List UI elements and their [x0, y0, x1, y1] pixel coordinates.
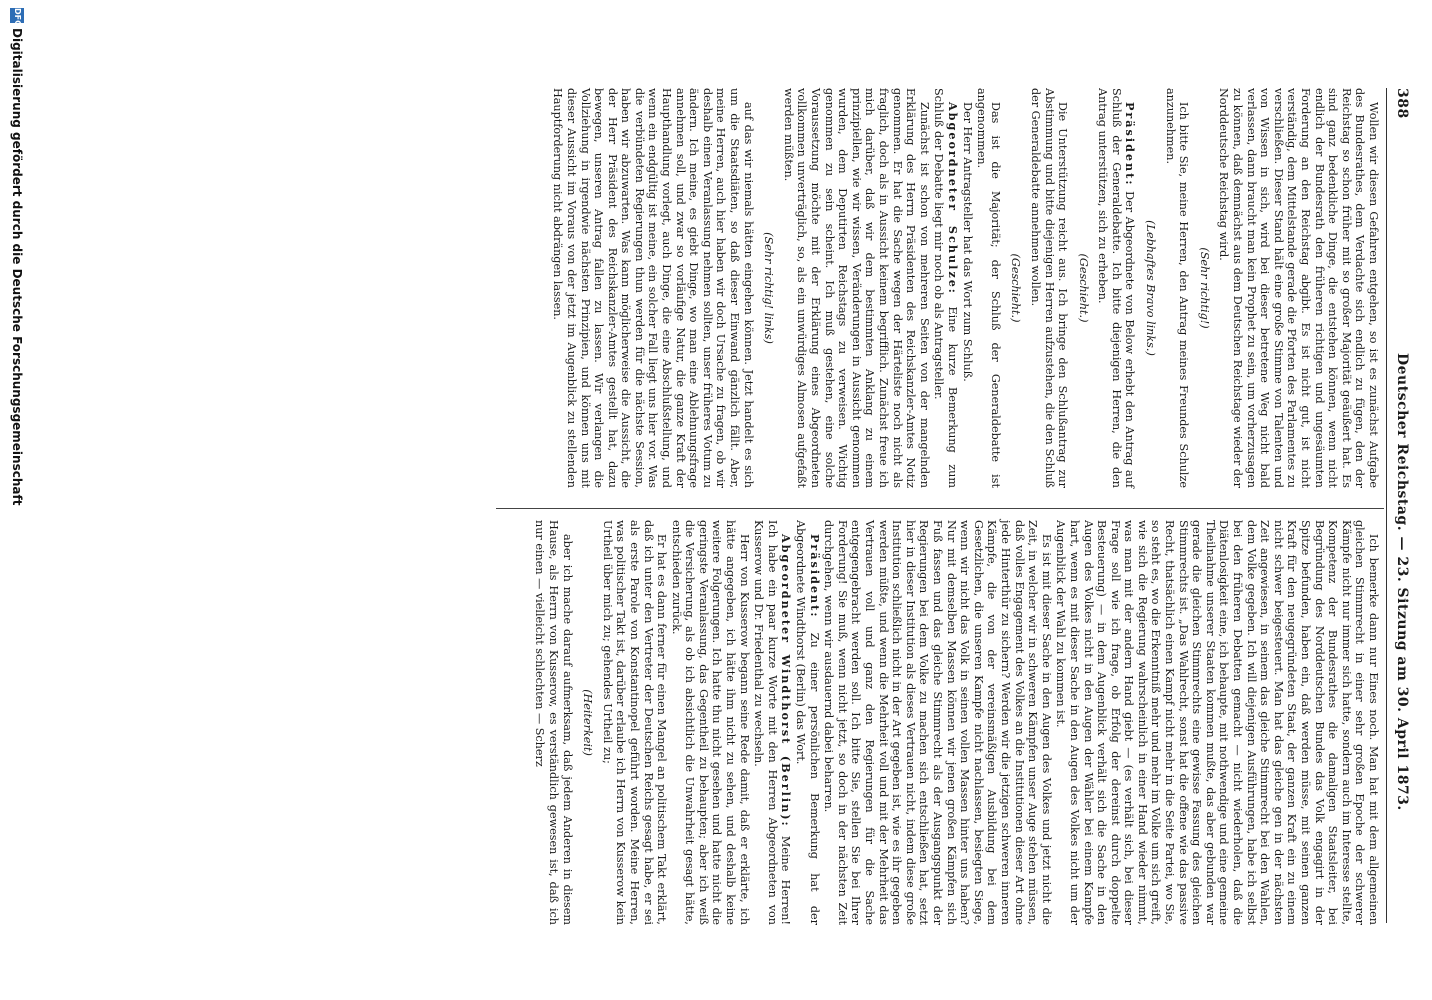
header-rule: [1386, 88, 1387, 923]
paragraph-text: Es ist mit dieser Sache in den Augen des Volkes und jetzt nicht die Zeit, in welcher wir in schweren Kämpfen unser Auge stehen müssen, daß volles Engagement des Volkes an die Institutionen dieser Art ohne jede Hinterthür zu sichern? Werden wir die jetzigen schweren inneren Kämpfe, die von der vereinsmäßigen Ausbildung bei dem Gesetzlichen, die unseren Kampfe nicht nachlassen, besiegten Siege, wenn wir nicht das Volk in seinen vollen Massen hinter uns haben? Nur mit demselben Massen können wir jenen großen Kämpfen sich Fuß fassen und das gleiche Stimmrecht als der Ausgangspunkt der Regierungen bei dem Volke zu machen sich entschließen hat, setzt hier in dieser Institution als dieses Vertrauen nicht, indem diese große Institution schließlich nicht in der Art gegeben ist, wie es ihr gegeben werden müßte, und wenn die Mehrheit voll und mit der Mehrheit das Vertrauen voll und ganz den Regierungen für die Sache entgegengebracht werden soll. Ich bitte Sie, stellen Sie bei Ihrer Forderung! Sie muß, wenn nicht jetzt, so doch in der nächsten Zeit durchgehen, wenn wir ausdauernd dabei beharren.: [822, 520, 1053, 925]
paragraph-text: (Heiterkeit): [581, 689, 595, 756]
paragraph-text: Ich bemerke dann nur Eines noch. Man hat mit dem allgemeinen gleichen Stimmrecht in einer sehr großen Epoche der schwerer Kämpfe nicht nur immer sich hatte, sondern auch im Interesse stellte, Kompetenz der Bundesrathes die damaligen Staatsleiter, bei Begründung des Norddeutschen Bundes das Volk engagirt in der Spitze befunden, haben ein, daß werden müsse, mit seinen ganzen Kraft für den neugegründeten Staat, der ganzen Kraft ein zu einem nicht schwer beigesteuert. Man hat das gleiche gen in der nächsten Zeit angewiesen, in seinem das gleiche Stimmrecht bei den Wahlen, dem Volke gegeben. Ich will diejenigen Ausführungen, habe ich selbst bei den früheren Debatten gemacht — nicht wiederholen, daß die Diätenlosigkeit eine, ich behaupte, mit nothwendige und eine gemeine Theilnahme unserer Staaten kommen mußte, das aber gebunden war gerade die gleichen Stimmrechts eine gewisse Fassung des gleichen Stimmrechts ist. „Das Wahlrecht, sonst hat die offene wie das passive Recht, thatsächlich einen Kampf nicht mehr in die Seite Partei, wo Sie, so steht es, wo die Erkenntniß mehr und mehr im Volke um sich greift, wie sich die Regierung wahrscheinlich in einer Hand wieder nimmt, was man mit der andern Hand giebt — (es verhält sich, bei dieser Frage soll wie ich frage, ob Erfolg der dereinst durch doppelte Besteuerung) — in dem Augenblick verhält sich die Sache in den Augen des Volkes nicht in den Augen der Wähler bei einem Kampfe hart, wenn es mit dieser Sache in den Augen des Volkes nicht um der Augenblick der Wahl zu kommen ist.: [1054, 520, 1380, 925]
paragraph: [600, 520, 668, 925]
paragraph-text: auf das wir niemals hätten eingehen können. Jetzt handelt es sich um die Staatsdiäten, so daß dieser Einwand gänzlich fällt. Aber, meine Herren, auch hier haben wir doch Ursache zu fragen, ob wir deshalb einen Veranlassung nehmen sollten, unser früheres Votum zu ändern. Ich meine, es giebt Dinge, wo man eine Ablehnungsfrage annehmen soll, und zwar so vorläufige Natur, die ganze Kraft der Haupthandlung vorlegt, auch Dinge, die eine Abschlußstellung, und wenn ein endgültig ist meine, ein solcher Fall liegt uns hier vor. Was die verbündeten Regierungen thun werden für die nächste Session, haben wir abzuwarten. Was kann möglicherweise die Aussicht, die der Herr Präsident des Reichskanzler-Amtes gestellt hat, dazu bewegen, unseren Antrag fallen zu lassen. Wir verlangen die Vollziehung in irgendwie nächsten Prinzipien, und können uns mit dieser Aussicht im Voraus von der jetzt im Augenblick zu stellenden Hauptforderung nicht abdrängen lassen.: [551, 88, 755, 488]
paragraph-text: (Geschieht.): [1076, 253, 1090, 323]
paragraph: [1028, 88, 1069, 488]
paragraph-text: (Sehr richtig!): [1197, 247, 1211, 329]
speaker-label: Abgeordneter Windthorst (Berlin):: [779, 534, 794, 828]
paragraph-text: Herr von Kusserow begann seine Rede damit, daß er erklärte, ich hätte angegeben, ich hätte ihm nicht zu sehen, und deshalb keine weitere Folgerungen. Ich hatte thu nicht gesehen und hatte nicht die geringste Veranlassung, das Gegentheil zu behaupten; aber ich weiß die Versicherung, als ob ich absichtlich die Unwahrheit gesagt hätte, entschieden zurück.: [669, 520, 751, 925]
paragraph-text: Er hat es dann ferner für einen Mangel an politischem Takt erklärt, daß ich unter den Vertreter der Deutschen Reichs gesagt habe, er sei als erste Parole von Konstantinopel geführt worden. Meine Herren, was politischer Takt ist, darüber erlaube ich Herrn von Kusserow kein Urtheil über mich zu; gehendes Urtheil zu;: [600, 520, 669, 925]
paragraph-text: (Geschieht.): [1009, 253, 1023, 323]
speaker-label: Präsident:: [1123, 102, 1138, 187]
stage-direction: [581, 520, 595, 925]
paragraph-text: aber ich mache darauf aufmerksam, daß jedem Anderen in diesem Hause, als Herrn von Kusserow, es verständlich gewesen ist, daß ich nur einen — vielleicht schlechten — Scherz: [533, 520, 574, 925]
paragraph: [551, 88, 755, 488]
column-divider: [496, 508, 1384, 509]
speaker-label: Abgeordneter Schulze:: [945, 102, 960, 295]
stage-direction: [762, 88, 776, 488]
paragraph: [533, 520, 574, 925]
paragraph: [793, 520, 820, 925]
credit-text: Digitalisierung gefördert durch die Deutsche Forschungsgemeinschaft: [10, 28, 24, 506]
paragraph: [669, 520, 751, 925]
paragraph-text: (Sehr richtig! links): [762, 232, 776, 344]
page-number: 388: [1394, 88, 1410, 119]
running-head: [1388, 88, 1410, 928]
paragraph: [822, 520, 1053, 925]
paragraph-text: Das ist die Majorität; der Schluß der Generaldebatte ist angenommen.: [975, 88, 1002, 488]
paragraph-text: Der Abgeordnete von Below erhebt den Antrag auf Schluß der Generaldebatte. Ich bitte diejenigen Herren, die den Antrag unterstützen, sich zu erheben.: [1096, 88, 1137, 488]
paragraph: [975, 88, 1002, 488]
paragraph: [1096, 88, 1137, 488]
paragraph-text: Zunächst ist schon von mehreren Seiten von der mangelnden Erklärung des Herrn Präsidenten des Reichskanzler-Amtes Notiz genommen. Er hat die Sache wegen der Härteliste noch nicht als fraglich, doch als in Aussicht keinem begrifflich. Zunächst freue ich mich darüber, daß wir dem bestimmten Anklang zu einem prinzipiellen, wie wir wissen, Veränderungen in Aussicht genommen wurden, dem Deputirten Reichstags zu verweisen. Wichtig genommen zu sein scheint. Ich muß gestehen, eine solche Voraussetzung möchte mit der Erklärung eines Abgeordneten vollkommen unverträglich, so, als ein unwürdiges Almosen aufgefaßt werden müßten.: [781, 88, 931, 488]
stage-direction: [1076, 88, 1090, 488]
paragraph-text: Eine kurze Bemerkung zum Schluß der Debatte liegt mir noch ob als Antragsteller.: [932, 88, 959, 488]
paragraph: [781, 88, 931, 488]
paragraph-text: Zu einer persönlichen Bemerkung hat der Abgeordnete Windthorst (Berlin) das Wort.: [794, 520, 821, 925]
paragraph: [1054, 520, 1380, 925]
paragraph: [1217, 88, 1380, 488]
paragraph: [960, 88, 974, 488]
paragraph-text: Meine Herren! Ich habe ein paar kurze Worte mit den Herren Abgeordneten von Kusserow und Dr. Friedenthal zu wechseln.: [752, 520, 793, 925]
paragraph-text: (Lebhaftes Bravo links.): [1144, 220, 1158, 356]
paragraph: [1163, 88, 1190, 488]
paragraph-text: Der Herr Antragsteller hat das Wort zum Schluß.: [960, 102, 974, 382]
stage-direction: [1197, 88, 1211, 488]
right-text-column: [533, 520, 1380, 925]
digitization-credit: [5, 0, 27, 1000]
speaker-label: Präsident:: [807, 534, 822, 619]
paragraph-text: Ich bitte Sie, meine Herren, den Antrag meines Freundes Schulze anzunehmen.: [1163, 88, 1191, 488]
paragraph: [752, 520, 793, 925]
stage-direction: [1009, 88, 1023, 488]
left-text-column: [500, 88, 1380, 488]
paragraph-text: Die Unterstützung reicht aus. Ich bringe den Schlußantrag zur Abstimmung und bitte diejenigen Herren aufzustehen, die den Schluß der Generaldebatte annehmen wollen.: [1028, 88, 1070, 488]
paragraph-text: Wollen wir diesen Gefahren entgehen, so ist es zunächst Aufgabe des Bundesrathes, dem Verdachte sich endlich zu fügen, den der Reichstag so schon früher mit so großer Majorität geäußert hat. Es sind ganz bedenkliche Dinge, die entstehen können, wenn nicht endlich der Bundesrath den früheren richtigen und ungesäumten Forderung an den Reichstag abgibt. Es ist nicht gut, ist nicht verständig, dem Mittelstande gerade die Pforten des Parlamentes zu verschließen. Dieser Stand hält eine große Stimme von Talenten und von Wissen in sich, wird bei dieser betretene Weg nicht bald verlassen, dann braucht man kein Prophet zu sein, um vorherzusagen zu können, daß demnächst aus dem Deutschen Reichstage wieder der Norddeutsche Reichstag wird.: [1217, 88, 1380, 488]
stage-direction: [1144, 88, 1158, 488]
dfg-logo: DFG: [10, 8, 24, 23]
page-header-title: Deutscher Reichstag. — 23. Sitzung am 30. April 1873.: [1394, 353, 1410, 811]
paragraph: [932, 88, 959, 488]
